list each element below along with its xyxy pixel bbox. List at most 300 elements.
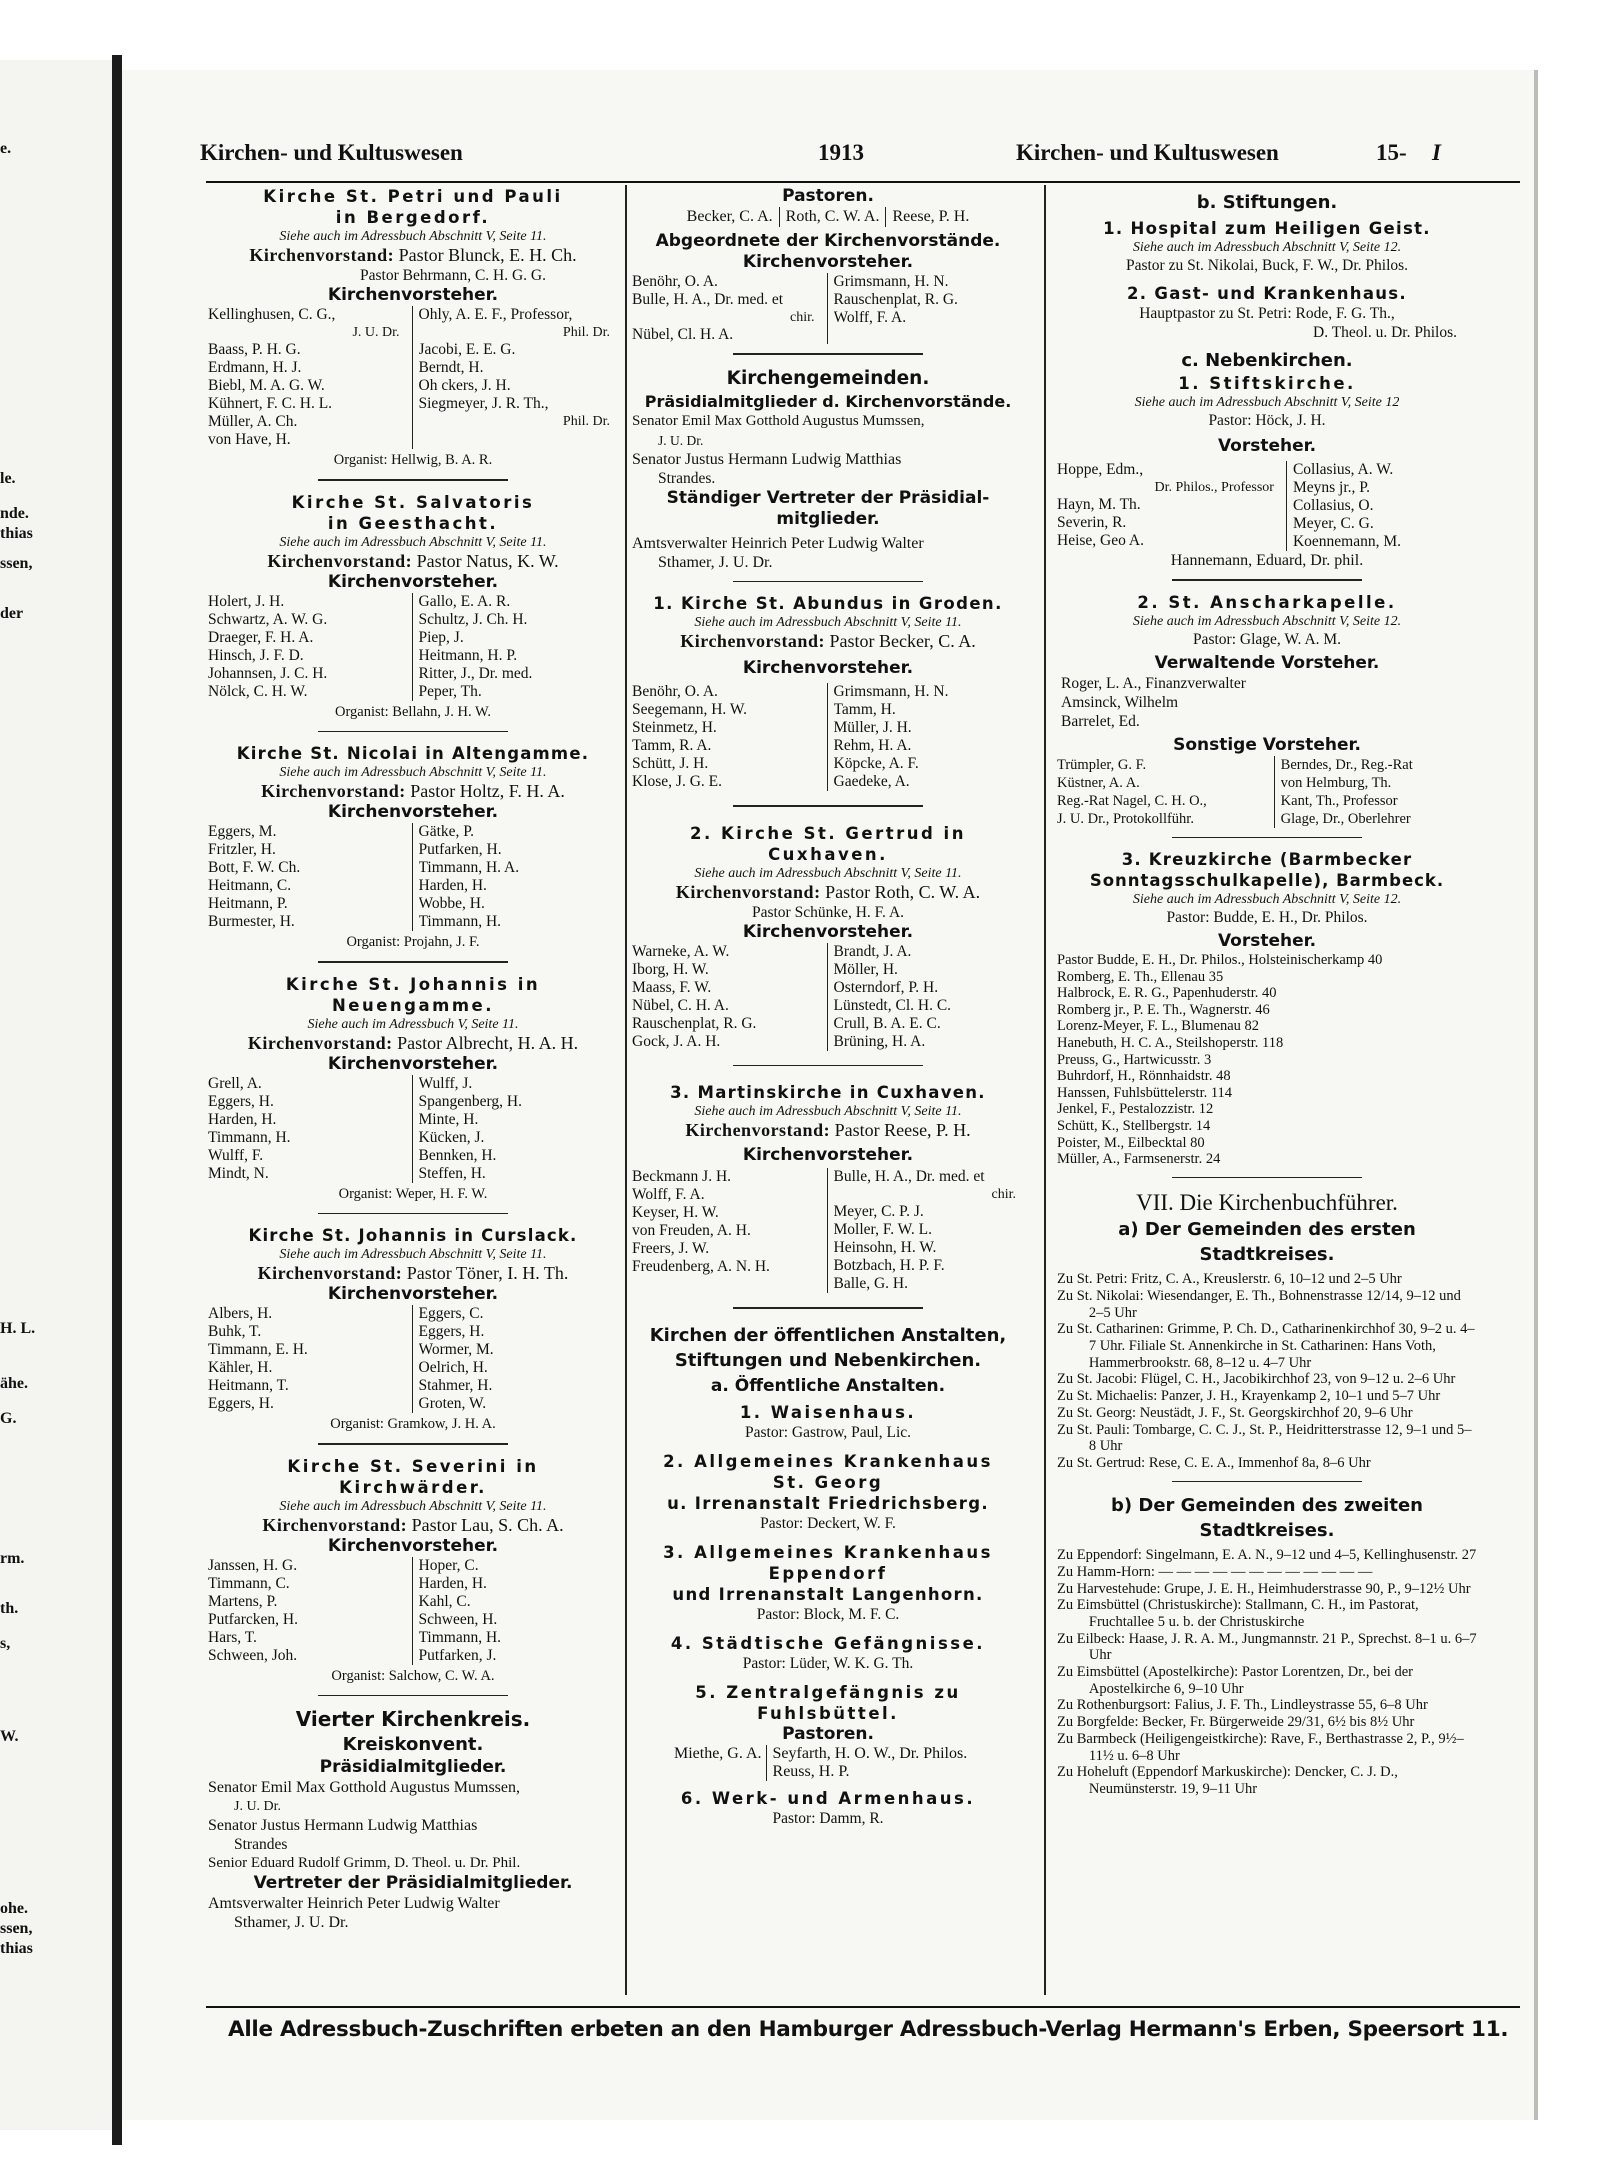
church-title: Kirche St. Nicolai in Altengamme. xyxy=(236,744,590,763)
member: Freers, J. W. xyxy=(632,1240,710,1257)
member: Heitmann, H. P. xyxy=(418,646,518,664)
institution-title: 6. Werk- und Armenhaus. xyxy=(680,1788,976,1808)
kv-label: Kirchenvorstand: xyxy=(247,1032,393,1053)
kv-value: Pastor Lau, S. Ch. A. xyxy=(411,1514,564,1535)
member: Fritzler, H. xyxy=(208,841,276,858)
member-line: Strandes xyxy=(234,1836,288,1853)
kv-value: Pastor Behrmann, C. H. G. G. xyxy=(360,267,546,284)
member: Glage, Dr., Oberlehrer xyxy=(1280,810,1411,827)
member: Trümpler, G. F. xyxy=(1057,756,1147,773)
institution-pastor: Pastor: Glage, W. A. M. xyxy=(1192,630,1342,648)
member-line: Senator Emil Max Gotthold Augustus Mumssen, xyxy=(208,1779,520,1796)
member: Bennken, H. xyxy=(418,1146,497,1164)
subheading: Kirchenvorsteher. xyxy=(742,921,914,942)
institution-pastor: Pastor: Block, M. F. C. xyxy=(756,1605,900,1623)
subheading: Abgeordnete der Kirchenvorstände. xyxy=(655,231,1001,251)
institution-title: u. Irrenanstalt Friedrichsberg. xyxy=(667,1493,989,1513)
member: Kant, Th., Professor xyxy=(1280,792,1398,809)
church-title: 1. Kirche St. Abundus in Groden. xyxy=(653,594,1003,613)
member: Eggers, M. xyxy=(208,823,277,840)
member: Wolff, F. A. xyxy=(632,1186,705,1203)
member: Preuss, G., Hartwicusstr. 3 xyxy=(1057,1051,1212,1068)
member: von Freuden, A. H. xyxy=(632,1222,751,1239)
page-edge xyxy=(1534,70,1538,2120)
member: Timmann, H. xyxy=(418,1628,502,1646)
member: Iborg, H. W. xyxy=(632,960,709,978)
kv-label: Kirchenvorstand: xyxy=(685,1120,831,1140)
running-header xyxy=(200,140,1530,176)
section-public-institutions xyxy=(632,1323,1024,1828)
member: Heitmann, P. xyxy=(208,895,288,912)
edge-fragment: e. xyxy=(0,140,12,157)
section-title: b) Der Gemeinden des zweiten xyxy=(1111,1495,1423,1517)
member: Eggers, H. xyxy=(208,1092,274,1110)
institution-title: und Irrenanstalt Langenhorn. xyxy=(672,1584,984,1604)
institution-title: 3. Kreuzkirche (Barmbecker xyxy=(1121,850,1413,869)
member: Ohly, A. E. F., Professor, xyxy=(418,306,573,323)
member: Tamm, H. xyxy=(833,701,896,718)
registrar-entry: Zu Hoheluft (Eppendorf Markuskirche): Dencker, C. J. D., Neumünsterstr. 19, 9–11 Uhr xyxy=(1057,1764,1398,1797)
institution-title: 1. Waisenhaus. xyxy=(739,1402,917,1422)
column-right xyxy=(1057,186,1477,2010)
kv-label: Kirchenvorstand: xyxy=(261,781,406,801)
edge-fragment: thias xyxy=(0,1940,33,1957)
member: Keyser, H. W. xyxy=(632,1204,719,1221)
kv-value: Pastor Holtz, F. H. A. xyxy=(410,781,565,801)
member-title: Phil. Dr. xyxy=(562,414,610,429)
member: Brandt, J. A. xyxy=(833,942,912,960)
kirchenvorstand xyxy=(208,245,618,266)
church-title: 2. Kirche St. Gertrud in xyxy=(690,823,966,843)
member: Timmann, H. A. xyxy=(418,859,520,876)
member: Oelrich, H. xyxy=(418,1359,488,1376)
member: Hars, T. xyxy=(208,1628,257,1646)
member: Botzbach, H. P. F. xyxy=(833,1257,945,1274)
institution-pastor: Pastor zu St. Nikolai, Buck, F. W., Dr. Philos. xyxy=(1125,257,1409,274)
kv-value: Pastor Albrecht, H. A. H. xyxy=(397,1032,579,1053)
section-title: c. Nebenkirchen. xyxy=(1181,350,1353,371)
member: Oh ckers, J. H. xyxy=(418,377,511,394)
member: Kühnert, F. C. H. L. xyxy=(208,395,333,412)
pastor-list xyxy=(632,1745,1024,1781)
member: Gaedeke, A. xyxy=(833,773,910,790)
member-line: Sthamer, J. U. Dr. xyxy=(658,553,773,571)
registrar-entry: Zu Eimsbüttel (Christuskirche): Stallmann, C. H., im Pastorat, Fruchtallee 5 u. b. der Christuskirche xyxy=(1057,1597,1419,1630)
church-title: Kirche St. Johannis in Curslack. xyxy=(248,1226,578,1245)
section-martins xyxy=(632,1082,1024,1293)
member: Osterndorf, P. H. xyxy=(833,978,939,996)
member: Gätke, P. xyxy=(418,823,475,840)
cross-reference: Siehe auch im Adressbuch Abschnitt V, Seite 12. xyxy=(1132,892,1402,907)
member: Müller, A., Farmsenerstr. 24 xyxy=(1057,1151,1221,1168)
subheading: Ständiger Vertreter der Präsidial- xyxy=(666,487,990,508)
member: Burmester, H. xyxy=(208,913,295,930)
institution-title: St. Georg xyxy=(772,1472,884,1492)
member-list xyxy=(208,1305,618,1413)
member: Brüning, H. A. xyxy=(833,1032,926,1050)
pastor: Roth, C. W. A. xyxy=(779,207,886,227)
member: Nölck, C. H. W. xyxy=(208,682,308,700)
member: Nübel, C. H. A. xyxy=(632,996,729,1014)
registrar-entry: Zu St. Nikolai: Wiesendanger, E. Th., Bohnenstrasse 12/14, 9–12 und 2–5 Uhr xyxy=(1057,1287,1461,1321)
subheading: Kirchenvorsteher. xyxy=(327,285,499,305)
edge-fragment: thias xyxy=(0,525,33,542)
member: Mindt, N. xyxy=(208,1164,269,1182)
member: Johannsen, J. C. H. xyxy=(208,664,328,682)
institution-title: Eppendorf xyxy=(768,1563,888,1583)
edge-fragment: th. xyxy=(0,1600,19,1617)
organist: Organist: Projahn, J. F. xyxy=(346,934,480,950)
section-rule xyxy=(733,805,923,807)
institution-title: 5. Zentralgefängnis zu xyxy=(695,1682,961,1702)
pastor: Reese, P. H. xyxy=(885,207,975,227)
member: von Helmburg, Th. xyxy=(1280,774,1392,791)
member: Grimsmann, H. N. xyxy=(833,683,949,700)
member: Peper, Th. xyxy=(418,682,482,700)
member-list xyxy=(208,593,618,701)
member: J. U. Dr., Protokollführ. xyxy=(1057,810,1194,827)
section-petri xyxy=(208,186,618,470)
member: Timmann, H. xyxy=(208,1128,291,1146)
section-rule xyxy=(1172,1177,1362,1179)
pastor: Seyfarth, H. O. W., Dr. Philos. xyxy=(772,1744,968,1762)
section-rule xyxy=(318,1695,508,1697)
kv-label: Kirchenvorstand: xyxy=(257,1263,403,1283)
church-title: Kirche St. Salvatoris xyxy=(291,492,535,512)
subheading: Präsidialmitglieder. xyxy=(319,1757,507,1777)
institution-title: 2. Allgemeines Krankenhaus xyxy=(663,1451,993,1471)
member: Minte, H. xyxy=(418,1110,479,1128)
church-title: Cuxhaven. xyxy=(768,844,888,864)
member: Nübel, Cl. H. A. xyxy=(632,326,734,343)
member: Müller, J. H. xyxy=(833,719,912,736)
member-line: Senator Justus Hermann Ludwig Matthias xyxy=(632,450,902,468)
member: Grimsmann, H. N. xyxy=(833,273,949,290)
cross-reference: Siehe auch im Adressbuch Abschnitt V, Seite 12. xyxy=(1132,240,1402,255)
institution-title: 2. Gast- und Krankenhaus. xyxy=(1126,284,1407,303)
member: Kellinghusen, C. G., xyxy=(208,306,336,323)
member-line: Senator Emil Max Gotthold Augustus Mumssen, xyxy=(632,412,925,429)
registrar-entry: Zu Hamm-Horn: — — — — — — — — — — — — xyxy=(1057,1563,1373,1580)
member: Koennemann, M. xyxy=(1292,533,1401,550)
organist: Organist: Weper, H. F. W. xyxy=(338,1185,488,1202)
member: Holert, J. H. xyxy=(208,592,285,610)
subheading: Kirchenvorsteher. xyxy=(327,1535,499,1556)
subheading: Kirchenvorsteher. xyxy=(327,802,499,822)
registrar-entry: Zu Borgfelde: Becker, Fr. Bürgerweide 29/31, 6½ bis 8½ Uhr xyxy=(1057,1714,1415,1731)
header-right-title: Kirchen- und Kultuswesen xyxy=(1016,140,1279,165)
registrar-entry: Zu Rothenburgsort: Falius, J. F. Th., Lindleystrasse 55, 6–8 Uhr xyxy=(1057,1697,1428,1714)
registrar-list xyxy=(1057,1271,1477,1471)
member-title: chir. xyxy=(790,310,815,325)
church-title: Kirche St. Petri und Pauli xyxy=(263,187,563,206)
member: Biebl, M. A. G. W. xyxy=(208,377,325,394)
member: Rauschenplat, R. G. xyxy=(632,1014,757,1032)
member: Müller, A. Ch. xyxy=(208,413,298,430)
pastor: Becker, C. A. xyxy=(686,208,773,225)
member: Crull, B. A. E. C. xyxy=(833,1014,941,1032)
subheading: Kirchenvorsteher. xyxy=(742,658,914,678)
cross-reference: Siehe auch im Adressbuch Abschnitt V, Seite 12 xyxy=(1134,395,1400,410)
registrar-entry: Zu Eppendorf: Singelmann, E. A. N., 9–12 und 4–5, Kellinghusenstr. 27 xyxy=(1057,1547,1477,1564)
member-list xyxy=(208,306,618,449)
subheading: Kirchenvorsteher. xyxy=(327,1284,499,1304)
member: Wormer, M. xyxy=(418,1341,494,1358)
district-title: Vierter Kirchenkreis. xyxy=(295,1707,531,1731)
member: Berndes, Dr., Reg.-Rat xyxy=(1280,756,1413,773)
member-list xyxy=(1057,756,1477,828)
member: Kücken, J. xyxy=(418,1128,485,1146)
edge-fragment: le. xyxy=(0,470,16,487)
subheading: Kirchenvorsteher. xyxy=(327,1053,499,1074)
member: Beckmann J. H. xyxy=(632,1168,732,1185)
subheading: Vorsteher. xyxy=(1217,436,1317,456)
kv-label: Kirchenvorstand: xyxy=(675,881,821,902)
member: Heitmann, T. xyxy=(208,1377,289,1394)
member: Romberg jr., P. E. Th., Wagnerstr. 46 xyxy=(1057,1001,1270,1018)
member: Draeger, F. H. A. xyxy=(208,628,314,646)
member: Gock, J. A. H. xyxy=(632,1032,721,1050)
subheading: Vertreter der Präsidialmitglieder. xyxy=(253,1873,573,1893)
registrar-entry: Zu St. Catharinen: Grimme, P. Ch. D., Catharinenkirchhof 30, 9–2 u. 4–7 Uhr. Filiale St. Annenkirche in St. Catharinen: Hans Voth, Hammerbrookstr. 68, 8–12 u. 4–7 Uhr xyxy=(1057,1321,1475,1371)
member: Wulff, J. xyxy=(418,1074,473,1092)
section-title: Kirchen der öffentlichen Anstalten, xyxy=(649,1324,1007,1346)
member-line: Barrelet, Ed. xyxy=(1061,712,1140,730)
member: Möller, H. xyxy=(833,960,898,978)
cross-reference: Siehe auch im Adressbuch Abschnitt V, Seite 11. xyxy=(279,765,547,780)
member: Schween, H. xyxy=(418,1610,498,1628)
member: Berndt, H. xyxy=(418,359,484,376)
edge-fragment: ssen, xyxy=(0,1920,33,1937)
kv-value: Pastor Becker, C. A. xyxy=(829,631,976,651)
member: Wobbe, H. xyxy=(418,895,485,912)
church-title: Kirche St. Severini in xyxy=(287,1456,539,1476)
edge-fragment: W. xyxy=(0,1728,19,1745)
member: Bott, F. W. Ch. xyxy=(208,859,301,876)
kv-value: Pastor Roth, C. W. A. xyxy=(825,881,981,902)
kv-value: Pastor Töner, I. H. Th. xyxy=(406,1263,569,1283)
spacer xyxy=(1054,2003,1055,2004)
member: Wolff, F. A. xyxy=(833,309,907,326)
member: Heitmann, C. xyxy=(208,877,292,894)
subheading: mitglieder. xyxy=(776,508,880,529)
section-salvatoris xyxy=(208,492,618,722)
member-line: Senator Justus Hermann Ludwig Matthias xyxy=(208,1817,478,1834)
edge-fragment: ssen, xyxy=(0,555,33,572)
member: Hannemann, Eduard, Dr. phil. xyxy=(1170,552,1364,569)
kv-value: Pastor Natus, K. W. xyxy=(416,550,559,571)
member: Steffen, H. xyxy=(418,1164,486,1182)
member: Lünstedt, Cl. H. C. xyxy=(833,996,952,1014)
column-middle xyxy=(632,186,1024,2010)
member: Köpcke, A. F. xyxy=(833,755,919,772)
member-title: Phil. Dr. xyxy=(562,325,610,340)
cross-reference: Siehe auch im Adressbuch Abschnitt V, Seite 12. xyxy=(1132,613,1402,629)
institution-pastor: Pastor: Budde, E. H., Dr. Philos. xyxy=(1166,909,1368,926)
cross-reference: Siehe auch im Adressbuch Abschnitt V, Seite 11. xyxy=(279,1247,547,1262)
registrar-entry: Zu St. Petri: Fritz, C. A., Kreuslerstr. 6, 10–12 und 2–5 Uhr xyxy=(1057,1271,1402,1288)
institution-title: Fuhlsbüttel. xyxy=(757,1703,899,1723)
member: Poister, M., Eilbecktal 80 xyxy=(1057,1134,1205,1151)
member: Schultz, J. Ch. H. xyxy=(418,610,528,628)
page-mark: I xyxy=(1432,140,1441,165)
member-line: J. U. Dr. xyxy=(658,432,704,448)
book-gutter xyxy=(112,55,122,2145)
member: Benöhr, O. A. xyxy=(632,683,718,700)
institution-pastor: Pastor: Lüder, W. K. G. Th. xyxy=(742,1654,914,1672)
member-line: Amtsverwalter Heinrich Peter Ludwig Walter xyxy=(632,534,924,552)
member: Albers, H. xyxy=(208,1305,273,1322)
member: Grell, A. xyxy=(208,1074,262,1092)
member: Moller, F. W. L. xyxy=(833,1221,932,1238)
page-footer: Alle Adressbuch-Zuschriften erbeten an den Hamburger Adressbuch-Verlag Hermann's Erben, Speersort 11. xyxy=(228,2017,1509,2042)
header-left-title: Kirchen- und Kultuswesen xyxy=(200,140,463,165)
member: Schween, Joh. xyxy=(208,1646,298,1664)
column-left xyxy=(208,186,618,2010)
edge-fragment: ähe. xyxy=(0,1375,28,1392)
member: Klose, J. G. E. xyxy=(632,773,722,790)
section-rule xyxy=(318,961,508,963)
kv-label: Kirchenvorstand: xyxy=(262,1514,408,1535)
section-title: Stadtkreises. xyxy=(1199,1244,1335,1266)
kv-value: Pastor Schünke, H. F. A. xyxy=(751,903,905,921)
registrar-entry: Zu St. Michaelis: Panzer, J. H., Krayenkamp 2, 10–1 und 5–7 Uhr xyxy=(1057,1388,1441,1405)
page-number: 15- xyxy=(1376,140,1407,165)
member: Severin, R. xyxy=(1057,514,1127,531)
member: Hanebuth, H. C. A., Steilshoperstr. 118 xyxy=(1057,1034,1284,1051)
member-line: Senior Eduard Rudolf Grimm, D. Theol. u. Dr. Phil. xyxy=(208,1855,521,1871)
section-rule xyxy=(733,581,923,583)
header-rule xyxy=(206,181,1520,183)
institution-pastor: Pastor: Deckert, W. F. xyxy=(760,1514,896,1532)
church-title: in Geesthacht. xyxy=(327,513,499,533)
member-title: J. U. Dr. xyxy=(352,325,400,340)
member: Halbrock, E. R. G., Papenhuderstr. 40 xyxy=(1057,985,1277,1002)
section-johannis-neuengamme xyxy=(208,974,618,1204)
member: Schütt, J. H. xyxy=(632,755,709,772)
subheading: Verwaltende Vorsteher. xyxy=(1154,652,1380,673)
registrar-entry: Zu St. Georg: Neustädt, J. F., St. Georgskirchhof 20, 9–6 Uhr xyxy=(1057,1404,1413,1421)
member-line: Amsinck, Wilhelm xyxy=(1061,693,1179,711)
section-vierter-kirchenkreis xyxy=(208,1707,618,1932)
member-line: Sthamer, J. U. Dr. xyxy=(234,1914,349,1931)
subheading: Präsidialmitglieder d. Kirchenvorstände. xyxy=(644,391,1012,411)
member-line: Strandes. xyxy=(658,469,716,487)
member: Meyer, C. G. xyxy=(1292,515,1374,532)
member: Janssen, H. G. xyxy=(208,1556,298,1574)
member: Baass, P. H. G. xyxy=(208,341,301,358)
kv-label: Kirchenvorstand: xyxy=(680,631,825,651)
church-title: Kirche St. Johannis in xyxy=(285,974,541,994)
section-title: Stiftungen und Nebenkirchen. xyxy=(674,1349,982,1371)
church-title: in Bergedorf. xyxy=(335,208,491,227)
church-title: Neuengamme. xyxy=(332,995,494,1015)
kv-label: Kirchenvorstand: xyxy=(249,245,395,265)
institution-pastor: D. Theol. u. Dr. Philos. xyxy=(1313,324,1457,341)
member: Jacobi, E. E. G. xyxy=(418,341,516,358)
member-line: Roger, L. A., Finanzverwalter xyxy=(1061,674,1246,692)
section-rule xyxy=(318,1443,508,1445)
member: Collasius, A. W. xyxy=(1292,461,1394,478)
member: Romberg, E. Th., Ellenau 35 xyxy=(1057,968,1224,985)
member: Buhk, T. xyxy=(208,1323,262,1340)
edge-fragment: s, xyxy=(0,1635,11,1652)
member: Rauschenplat, R. G. xyxy=(833,291,958,308)
cross-reference: Siehe auch im Adressbuch Abschnitt V, Seite 11. xyxy=(694,1104,962,1119)
member: Meyer, C. P. J. xyxy=(833,1203,924,1220)
edge-fragment: H. L. xyxy=(0,1320,36,1337)
section-rule xyxy=(733,1065,923,1067)
member-list xyxy=(208,823,618,931)
kv-value: Pastor Reese, P. H. xyxy=(834,1120,971,1140)
member: Tamm, R. A. xyxy=(632,737,712,754)
member: Putfarcken, H. xyxy=(208,1610,298,1628)
section-title: a) Der Gemeinden des ersten xyxy=(1118,1219,1416,1241)
pastor-list xyxy=(632,207,1024,227)
cross-reference: Siehe auch im Adressbuch Abschnitt V, Seite 11. xyxy=(694,865,962,881)
subheading: Vorsteher. xyxy=(1217,931,1317,951)
member: Eggers, H. xyxy=(208,1395,274,1412)
member-list xyxy=(632,683,1024,791)
member: Benöhr, O. A. xyxy=(632,273,718,290)
member: Heise, Geo A. xyxy=(1057,532,1144,549)
member: Piep, J. xyxy=(418,628,464,646)
cross-reference: Siehe auch im Adressbuch Abschnitt V, Seite 11. xyxy=(279,229,547,244)
member: Lorenz-Meyer, F. L., Blumenau 82 xyxy=(1057,1018,1260,1035)
cross-reference: Siehe auch im Adressbuch Abschnitt V, Seite 11. xyxy=(694,615,962,630)
member: Harden, H. xyxy=(208,1110,277,1128)
member: Buhrdorf, H., Rönnhaidstr. 48 xyxy=(1057,1068,1231,1085)
registrar-entry: Zu Eimsbüttel (Apostelkirche): Pastor Lorentzen, Dr., bei der Apostelkirche 6, 9–10 Uhr xyxy=(1057,1664,1413,1697)
member-list xyxy=(632,273,1024,344)
member: von Have, H. xyxy=(208,431,291,448)
chapter-title: VII. Die Kirchenbuchführer. xyxy=(1136,1190,1398,1216)
subheading: Kirchenvorsteher. xyxy=(742,1145,914,1165)
member: Rehm, H. A. xyxy=(833,737,912,754)
subheading: Kirchenvorsteher. xyxy=(327,571,499,592)
member: Putfarken, H. xyxy=(418,841,502,858)
section-severini xyxy=(208,1456,618,1686)
section-johannis-curslack xyxy=(208,1225,618,1434)
organist: Organist: Salchow, C. W. A. xyxy=(331,1667,495,1684)
member: Erdmann, H. J. xyxy=(208,359,302,376)
member: Pastor Budde, E. H., Dr. Philos., Holsteinischerkamp 40 xyxy=(1057,952,1383,968)
member: Bulle, H. A., Dr. med. et xyxy=(632,291,784,308)
member: Freudenberg, A. N. H. xyxy=(632,1258,770,1275)
member: Heinsohn, H. W. xyxy=(833,1239,937,1256)
member-list xyxy=(1057,952,1477,1168)
member: Hoper, C. xyxy=(418,1556,479,1574)
member: Warneke, A. W. xyxy=(632,942,730,960)
member: Eggers, C. xyxy=(418,1305,484,1322)
organist: Organist: Gramkow, J. H. A. xyxy=(330,1416,496,1432)
subheading: Pastoren. xyxy=(782,186,874,206)
section-rule xyxy=(733,1307,923,1309)
cross-reference: Siehe auch im Adressbuch V, Seite 11. xyxy=(307,1016,519,1032)
institution-title: 2. St. Anscharkapelle. xyxy=(1137,592,1397,612)
institution-pastor: Pastor: Damm, R. xyxy=(772,1809,884,1827)
institution-pastor: Hauptpastor zu St. Petri: Rode, F. G. Th., xyxy=(1139,305,1395,322)
registrar-entry: Zu Harvestehude: Grupe, J. E. H., Heimhuderstrasse 90, P., 9–12½ Uhr xyxy=(1057,1580,1471,1597)
section-nicolai xyxy=(208,743,618,952)
member-list xyxy=(208,1075,618,1183)
institution-title: Sonntagsschulkapelle), Barmbeck. xyxy=(1089,871,1445,890)
kv-label: Kirchenvorstand: xyxy=(267,550,413,571)
member-line: J. U. Dr. xyxy=(234,1799,282,1814)
church-title: Kirchwärder. xyxy=(339,1477,487,1497)
member-line: Amtsverwalter Heinrich Peter Ludwig Walter xyxy=(208,1895,500,1912)
section-abundus xyxy=(632,593,1024,791)
